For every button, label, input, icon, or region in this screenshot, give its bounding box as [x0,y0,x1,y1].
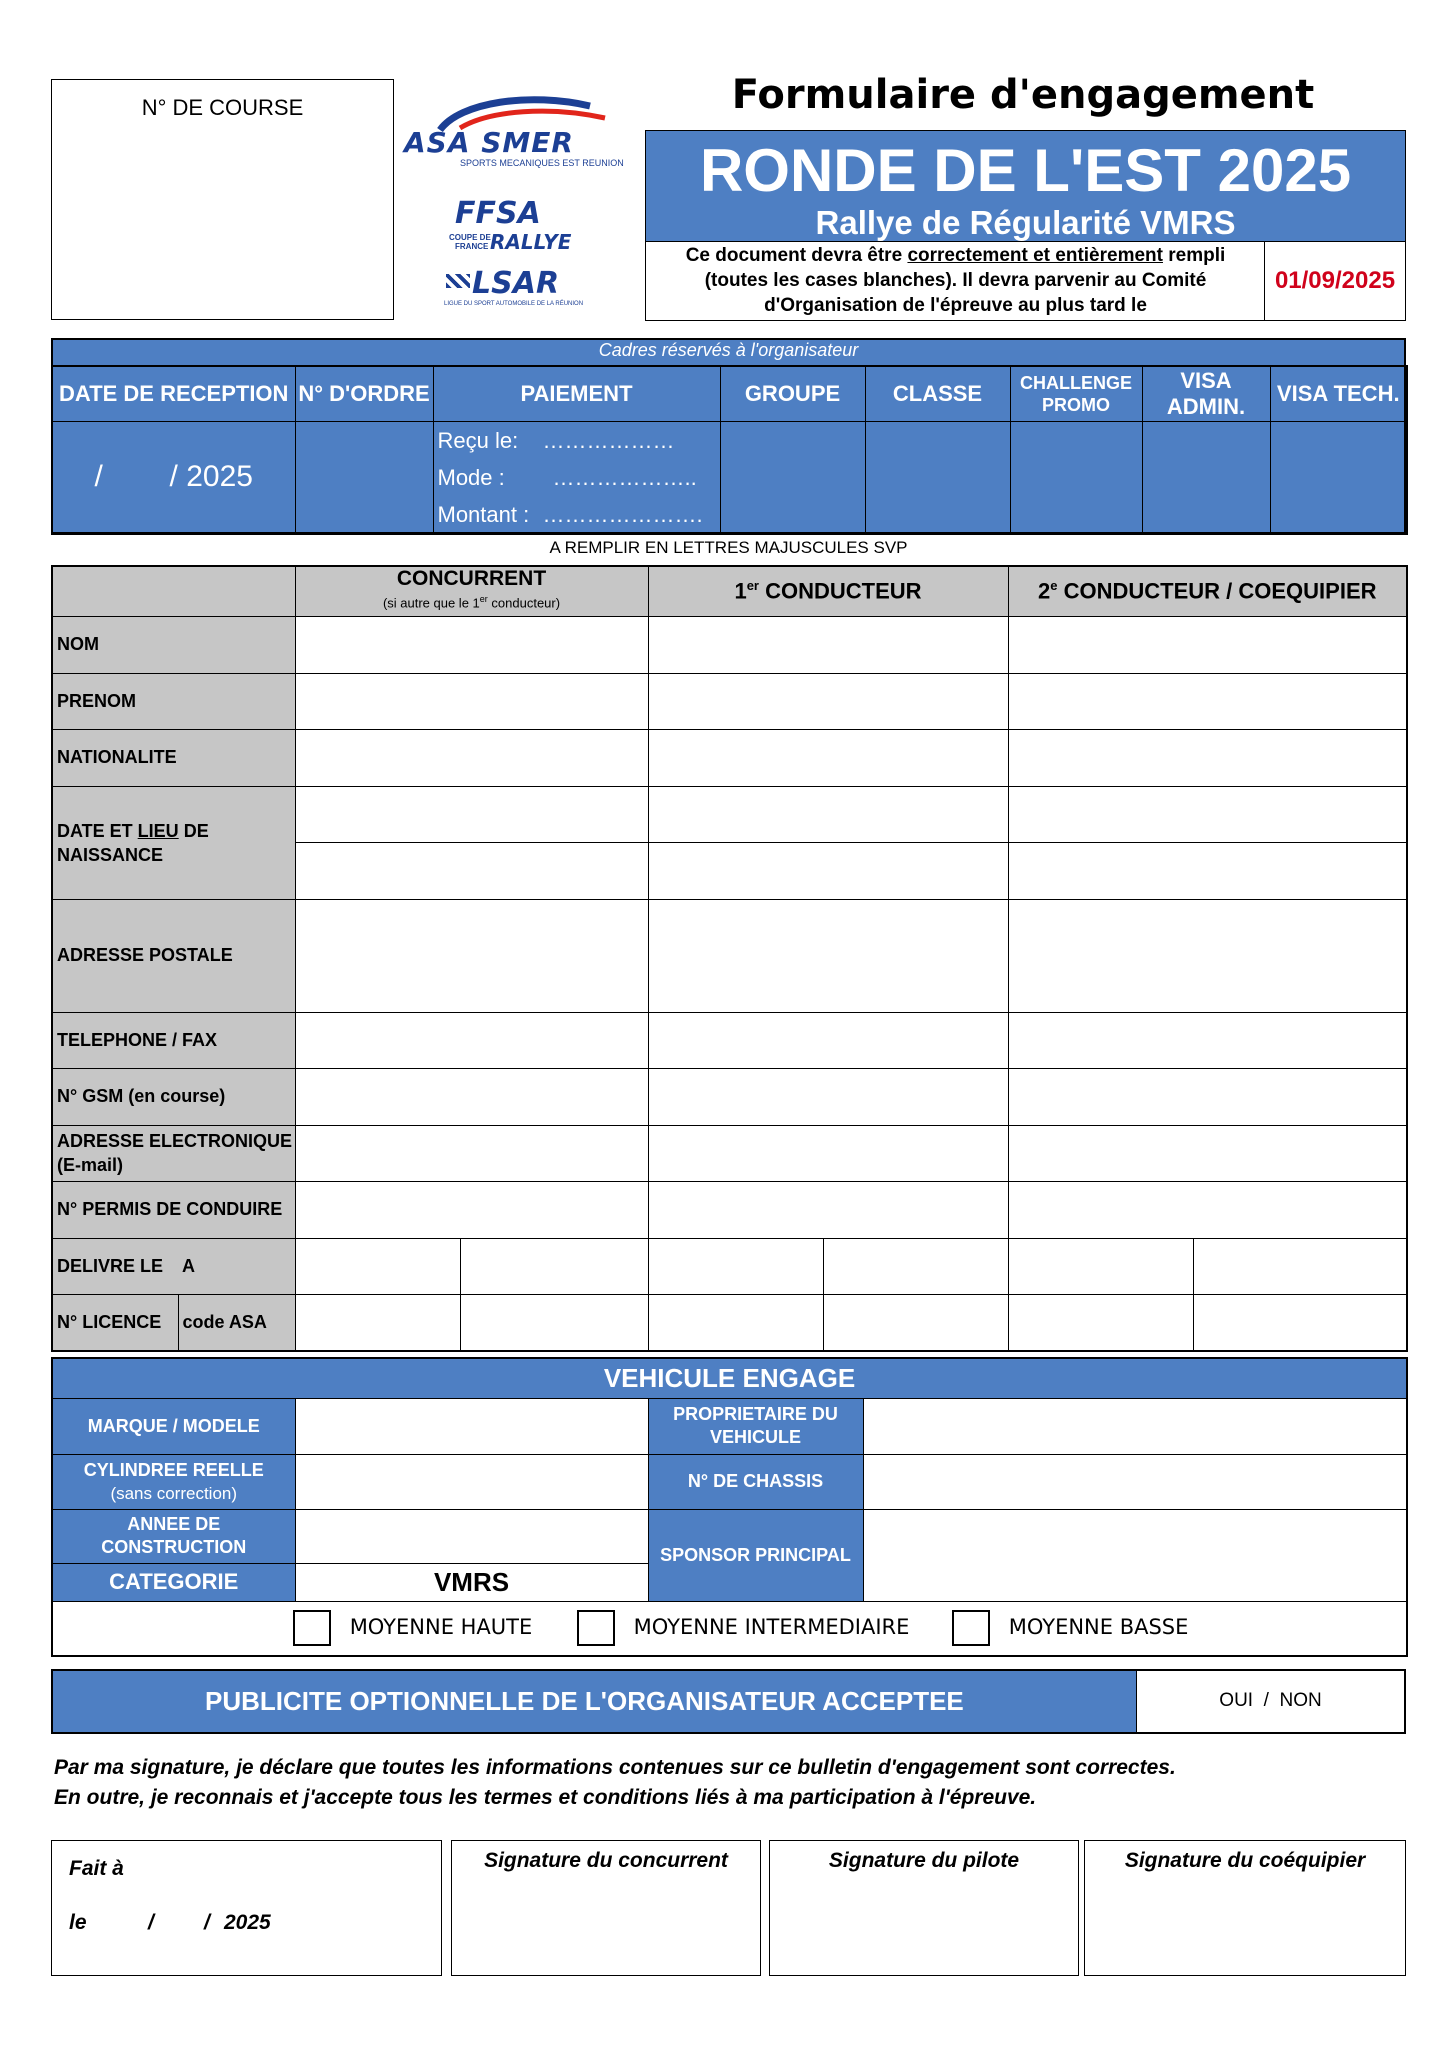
asa-smer-sub: SPORTS MECANIQUES EST REUNION [460,158,624,168]
corner-cell [52,566,295,616]
nom-driver2[interactable] [1008,616,1407,673]
prenom-driver1[interactable] [648,673,1008,729]
code-asa-concurrent[interactable] [460,1294,648,1351]
col-visa-tech: VISA TECH. [1270,366,1407,421]
code-asa-driver2[interactable] [1193,1294,1407,1351]
date-naissance-concurrent[interactable] [295,786,648,842]
label-proprietaire: PROPRIETAIRE DU VEHICULE [648,1398,863,1454]
persons-table [51,565,1408,1352]
declaration-line-2: En outre, je reconnais et j'accepte tous les termes et conditions liés à ma participation à l'épreuve. [54,1786,1037,1809]
signature-coequipier-label: Signature du coéquipier [1124,1849,1366,1872]
classe-field[interactable] [865,421,1010,534]
row-label-a: A [178,1238,295,1294]
row-label-prenom: PRENOM [52,673,295,729]
concurrent-note-a: (si autre que le 1 [382,595,480,611]
code-asa-driver1[interactable] [823,1294,1008,1351]
licence-driver1[interactable] [648,1294,823,1351]
header-driver2 [1008,566,1407,616]
label-marque: MARQUE / MODELE [52,1398,295,1454]
col-paiement: PAIEMENT [433,366,720,421]
moyenne-haute-checkbox[interactable] [293,1610,331,1646]
email-driver2[interactable] [1008,1125,1407,1181]
permis-driver1[interactable] [648,1181,1008,1238]
moyenne-haute-label: MOYENNE HAUTE [349,1615,533,1640]
nom-concurrent[interactable] [295,616,648,673]
row-label-gsm: N° GSM (en course) [52,1068,295,1125]
driver1-post: CONDUCTEUR [759,578,922,604]
signature-coequipier-box[interactable] [1084,1840,1406,1976]
signature-pilote-box[interactable] [769,1840,1079,1976]
driver2-sup: e [1050,578,1058,594]
header-driver1 [648,566,1008,616]
nationalite-driver1[interactable] [648,729,1008,786]
ffsa-name: FFSA [455,196,541,231]
label-annee: ANNEE DE CONSTRUCTION [52,1509,295,1563]
mode-label: Mode : [437,464,505,490]
licence-driver2[interactable] [1008,1294,1193,1351]
event-title: RONDE DE L'EST 2025 [699,137,1352,204]
date-slash-1: / [148,1911,154,1934]
deadline-box [1264,241,1406,321]
moyenne-intermediaire-checkbox[interactable] [577,1610,615,1646]
cylindree-note: (sans correction) [110,1483,238,1503]
date-slash-2: / [204,1911,210,1934]
row-label-nationalite: NATIONALITE [52,729,295,786]
asa-smer-name: ASA SMER [404,126,574,159]
publicite-label: PUBLICITE OPTIONNELLE DE L'ORGANISATEUR ACCEPTEE [51,1669,1137,1734]
prenom-concurrent[interactable] [295,673,648,729]
gsm-concurrent[interactable] [295,1068,648,1125]
visa-admin-field[interactable] [1142,421,1270,534]
recu-dots: ……………… [542,427,675,453]
delivre-a-driver1[interactable] [823,1238,1008,1294]
driver2-pre: 2 [1038,578,1051,604]
notice-box [645,241,1265,321]
ffsa-sub2: FRANCE [455,242,489,251]
gsm-driver2[interactable] [1008,1068,1407,1125]
row-label-code-asa: code ASA [178,1294,295,1351]
notice-text-2: rempli (toutes les cases blanches). Il devra parvenir au Comité d'Organisation de l'épreuve au plus tard le [704,245,1226,316]
col-groupe: GROUPE [720,366,865,421]
visa-tech-field[interactable] [1270,421,1407,534]
col-date-reception: DATE DE RECEPTION [52,366,295,421]
fait-a-label: Fait à [69,1857,124,1880]
form-title: Formulaire d'engagement [731,72,1315,118]
lieu-naissance-driver2[interactable] [1008,842,1407,899]
row-label-adresse: ADRESSE POSTALE [52,899,295,1012]
race-number-label: N° DE COURSE [141,95,304,120]
adresse-concurrent[interactable] [295,899,648,1012]
signature-concurrent-box[interactable] [451,1840,761,1976]
paiement-field[interactable] [433,421,720,534]
organiser-caption: Cadres réservés à l'organisateur [598,340,859,360]
col-classe: CLASSE [865,366,1010,421]
vehicle-title: VEHICULE ENGAGE [52,1358,1407,1398]
moyenne-options [52,1601,1407,1656]
lsar-sub: LIGUE DU SPORT AUTOMOBILE DE LA RÉUNION [444,301,584,307]
concurrent-note-sup: er [479,594,488,605]
permis-concurrent[interactable] [295,1181,648,1238]
moyenne-intermediaire-label: MOYENNE INTERMEDIAIRE [633,1615,910,1640]
driver1-sup: er [746,578,759,594]
concurrent-title: CONCURRENT [396,567,547,591]
sponsor-field[interactable] [863,1509,1407,1601]
deadline-date: 01/09/2025 [1274,267,1396,294]
row-label-telephone: TELEPHONE / FAX [52,1012,295,1068]
marque-field[interactable] [295,1398,648,1454]
lieu-naissance-concurrent[interactable] [295,842,648,899]
chassis-field[interactable] [863,1454,1407,1509]
event-title-box [645,130,1406,242]
ffsa-rallye: RALLYE [490,230,572,254]
licence-concurrent[interactable] [295,1294,460,1351]
driver1-pre: 1 [734,578,747,604]
notice-underlined: correctement et entièrement [907,245,1163,266]
label-sponsor: SPONSOR PRINCIPAL [648,1509,863,1601]
categorie-value: VMRS [295,1563,648,1601]
event-subtitle: Rallye de Régularité VMRS [815,204,1236,241]
date-reception-value[interactable]: / / 2025 [52,421,295,534]
vehicle-table [51,1357,1408,1657]
lieu-naissance-driver1[interactable] [648,842,1008,899]
email-driver1[interactable] [648,1125,1008,1181]
notice-text-1: Ce document devra être [685,245,908,266]
delivre-le-driver1[interactable] [648,1238,823,1294]
signature-pilote-label: Signature du pilote [828,1849,1020,1872]
cylindree-field[interactable] [295,1454,648,1509]
delivre-le-driver2[interactable] [1008,1238,1193,1294]
lsar-logo [444,266,594,311]
prenom-driver2[interactable] [1008,673,1407,729]
le-label: le [69,1911,87,1934]
adresse-driver1[interactable] [648,899,1008,1012]
fait-a-box[interactable] [51,1840,442,1976]
nationalite-driver2[interactable] [1008,729,1407,786]
race-number-box[interactable] [51,79,394,320]
row-label-naissance [52,786,295,899]
instruction-text: A REMPLIR EN LETTRES MAJUSCULES SVP [549,538,908,557]
concurrent-note-b: conducteur) [487,595,561,611]
challenge-field[interactable] [1010,421,1142,534]
telephone-driver1[interactable] [648,1012,1008,1068]
label-cylindree [52,1454,295,1509]
gsm-driver1[interactable] [648,1068,1008,1125]
delivre-a-driver2[interactable] [1193,1238,1407,1294]
col-numero-ordre: N° D'ORDRE [295,366,433,421]
col-challenge-promo: CHALLENGE PROMO [1010,366,1142,421]
naissance-pre: DATE ET [57,820,138,841]
naissance-post: DE NAISSANCE [57,820,209,865]
telephone-concurrent[interactable] [295,1012,648,1068]
lsar-name: LSAR [472,266,560,301]
annee-field[interactable] [295,1509,648,1563]
publicite-choice[interactable] [1136,1669,1406,1734]
groupe-field[interactable] [720,421,865,534]
cylindree-label: CYLINDREE REELLE [83,1459,264,1480]
ffsa-logo [445,196,595,258]
row-label-permis: N° PERMIS DE CONDUIRE [52,1181,295,1238]
delivre-le-concurrent[interactable] [295,1238,460,1294]
nationalite-concurrent[interactable] [295,729,648,786]
label-chassis: N° DE CHASSIS [648,1454,863,1509]
date-naissance-driver2[interactable] [1008,786,1407,842]
col-visa-admin: VISA ADMIN. [1142,366,1270,421]
naissance-lieu: LIEU [137,820,179,841]
publicite-choice-text: OUI / NON [1219,1690,1322,1711]
driver2-post: CONDUCTEUR / COEQUIPIER [1057,578,1377,604]
declaration-line-1: Par ma signature, je déclare que toutes les informations contenues sur ce bulletin d'engagement sont correctes. [54,1756,1176,1779]
row-label-nom: NOM [52,616,295,673]
checkered-flag-icon [446,274,470,288]
adresse-driver2[interactable] [1008,899,1407,1012]
montant-label: Montant : [437,501,530,527]
date-year: 2025 [224,1911,271,1934]
numero-ordre-field[interactable] [295,421,433,534]
delivre-a-concurrent[interactable] [460,1238,648,1294]
montant-dots: …………………. [542,501,703,527]
email-concurrent[interactable] [295,1125,648,1181]
permis-driver2[interactable] [1008,1181,1407,1238]
proprietaire-field[interactable] [863,1398,1407,1454]
recu-label: Reçu le: [437,427,519,453]
date-naissance-driver1[interactable] [648,786,1008,842]
row-label-delivre: DELIVRE LE [52,1238,178,1294]
mode-dots: ……………….. [552,464,697,490]
label-categorie: CATEGORIE [52,1563,295,1601]
nom-driver1[interactable] [648,616,1008,673]
row-label-licence: N° LICENCE [52,1294,178,1351]
header-concurrent [295,566,648,616]
ffsa-sub1: COUPE DE [449,233,491,242]
telephone-driver2[interactable] [1008,1012,1407,1068]
signature-concurrent-label: Signature du concurrent [484,1849,728,1872]
row-label-email: ADRESSE ELECTRONIQUE (E-mail) [52,1125,295,1181]
moyenne-basse-label: MOYENNE BASSE [1008,1615,1189,1640]
organiser-table [51,365,1408,535]
asa-smer-logo [400,92,640,172]
moyenne-basse-checkbox[interactable] [952,1610,990,1646]
